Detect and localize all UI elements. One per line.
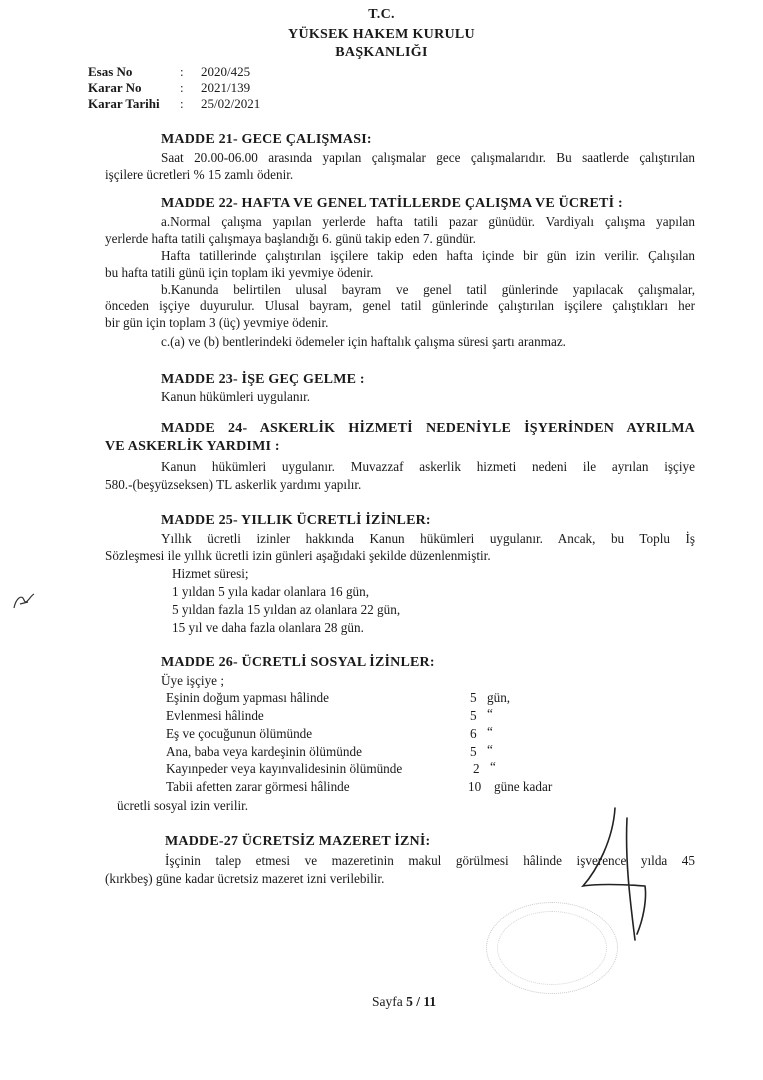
meta-value-karar-tarihi: 25/02/2021 bbox=[201, 96, 261, 111]
header-presidency: BAŞKANLIĞI bbox=[335, 45, 428, 60]
leave-row-days: 5 bbox=[470, 744, 477, 759]
leave-row-unit: “ bbox=[490, 759, 496, 774]
article-25-list-item: 5 yıldan fazla 15 yıldan az olanlara 22 gün, bbox=[172, 602, 401, 617]
article-21-text-line: Saat 20.00-06.00 arasında yapılan çalışmalar gece çalışmalarıdır. Bu saatlerde çalıştırılan bbox=[161, 150, 695, 165]
article-27-text-line: İşçinin talep etmesi ve mazeretinin makul görülmesi hâlinde işverence yılda 45 bbox=[165, 853, 695, 868]
header-tc: T.C. bbox=[368, 7, 395, 22]
page-value: 5 / 11 bbox=[406, 994, 437, 1009]
leave-row-label: Evlenmesi hâlinde bbox=[166, 708, 264, 723]
page-label: Sayfa bbox=[372, 994, 403, 1009]
leave-row-days: 2 bbox=[473, 761, 480, 776]
article-24-title-cont: VE ASKERLİK YARDIMI : bbox=[105, 439, 280, 454]
meta-label-esas: Esas No bbox=[88, 64, 133, 79]
article-22-text-line: a.Normal çalışma yapılan yerlerde hafta tatili pazar günüdür. Vardiyalı çalışma yapılan bbox=[161, 214, 695, 229]
article-26-title: MADDE 26- ÜCRETLİ SOSYAL İZİNLER: bbox=[161, 655, 435, 670]
leave-row-label: Eş ve çocuğunun ölümünde bbox=[166, 726, 313, 741]
meta-label-karar-tarihi: Karar Tarihi bbox=[88, 96, 160, 111]
leave-row-unit: güne kadar bbox=[494, 779, 553, 794]
article-22-text-line: Hafta tatillerinde çalıştırılan işçilere takip eden hafta içinde bir gün izin verilir. Çalışılan bbox=[161, 248, 695, 263]
leave-row-days: 5 bbox=[470, 690, 477, 705]
article-22-text-line: bir gün için toplam 3 (üç) yevmiye ödenir. bbox=[105, 315, 329, 330]
article-27-title: MADDE-27 ÜCRETSİZ MAZERET İZNİ: bbox=[165, 834, 431, 849]
meta-sep: : bbox=[180, 96, 184, 111]
article-27-text-line: (kırkbeş) güne kadar ücretsiz mazeret izni verilebilir. bbox=[105, 871, 385, 886]
article-24-title: MADDE 24- ASKERLİK HİZMETİ NEDENİYLE İŞYERİNDEN AYRILMA bbox=[161, 421, 695, 436]
article-26-intro: Üye işçiye ; bbox=[161, 673, 224, 688]
leave-row-label: Eşinin doğum yapması hâlinde bbox=[166, 690, 329, 705]
page-number bbox=[372, 994, 436, 1010]
leave-row-label: Kayınpeder veya kayınvalidesinin ölümünde bbox=[166, 761, 403, 776]
article-23-text-line: Kanun hükümleri uygulanır. bbox=[161, 389, 311, 404]
article-23-title: MADDE 23- İŞE GEÇ GELME : bbox=[161, 372, 365, 387]
meta-value-esas: 2020/425 bbox=[201, 64, 251, 79]
article-24-text-line: 580.-(beşyüzseksen) TL askerlik yardımı yapılır. bbox=[105, 477, 362, 492]
leave-row-unit: “ bbox=[487, 706, 493, 721]
meta-sep: : bbox=[180, 64, 184, 79]
leave-row-days: 5 bbox=[470, 708, 477, 723]
article-22-text-line: yerlerde hafta tatili çalışmaya başlandığı 6. günü takip eden 7. gündür. bbox=[105, 231, 476, 246]
article-25-title: MADDE 25- YILLIK ÜCRETLİ İZİNLER: bbox=[161, 513, 431, 528]
leave-row-unit: “ bbox=[487, 742, 493, 757]
header-institution: YÜKSEK HAKEM KURULU bbox=[288, 27, 475, 42]
article-22-title: MADDE 22- HAFTA VE GENEL TATİLLERDE ÇALIŞMA VE ÜCRETİ : bbox=[161, 196, 623, 211]
article-24-text-line: Kanun hükümleri uygulanır. Muvazzaf askerlik hizmeti nedeni ile ayrılan işçiye bbox=[161, 459, 695, 474]
article-21-text-line: işçilere ücretleri % 15 zamlı ödenir. bbox=[105, 167, 294, 182]
article-25-list-item: 1 yıldan 5 yıla kadar olanlara 16 gün, bbox=[172, 584, 370, 599]
article-26-outro: ücretli sosyal izin verilir. bbox=[117, 798, 249, 813]
article-22-text-line: b.Kanunda belirtilen ulusal bayram ve genel tatil günlerinde yapılacak çalışmalar, bbox=[161, 282, 695, 297]
article-21-title: MADDE 21- GECE ÇALIŞMASI: bbox=[161, 132, 372, 147]
leave-row-unit: “ bbox=[487, 724, 493, 739]
article-25-text-line: Hizmet süresi; bbox=[172, 566, 249, 581]
leave-row-unit: gün, bbox=[487, 690, 511, 705]
article-25-list-item: 15 yıl ve daha fazla olanlara 28 gün. bbox=[172, 620, 364, 635]
article-22-text-line: bu hafta tatili günü için toplam iki yevmiye ödenir. bbox=[105, 265, 374, 280]
leave-row-days: 10 bbox=[468, 779, 482, 794]
signature-icon bbox=[575, 800, 665, 950]
article-25-text-line: Sözleşmesi ile yıllık ücretli izin günleri aşağıdaki şekilde düzenlenmiştir. bbox=[105, 548, 491, 563]
leave-row-label: Tabii afetten zarar görmesi hâlinde bbox=[166, 779, 350, 794]
meta-label-karar: Karar No bbox=[88, 80, 142, 95]
article-22-text-line: önceden işçiye duyurulur. Ulusal bayram, genel tatil günlerinde çalıştırılan işçilere çalıştıkları her bbox=[105, 298, 695, 313]
article-25-text-line: Yıllık ücretli izinler hakkında Kanun hükümleri uygulanır. Ancak, bu Toplu İş bbox=[161, 531, 695, 546]
leave-row-label: Ana, baba veya kardeşinin ölümünde bbox=[166, 744, 362, 759]
margin-initial-icon bbox=[10, 590, 38, 612]
leave-row-days: 6 bbox=[470, 726, 477, 741]
meta-sep: : bbox=[180, 80, 184, 95]
meta-value-karar: 2021/139 bbox=[201, 80, 251, 95]
article-22-text-line: c.(a) ve (b) bentlerindeki ödemeler için haftalık çalışma süresi şartı aranmaz. bbox=[161, 334, 566, 349]
